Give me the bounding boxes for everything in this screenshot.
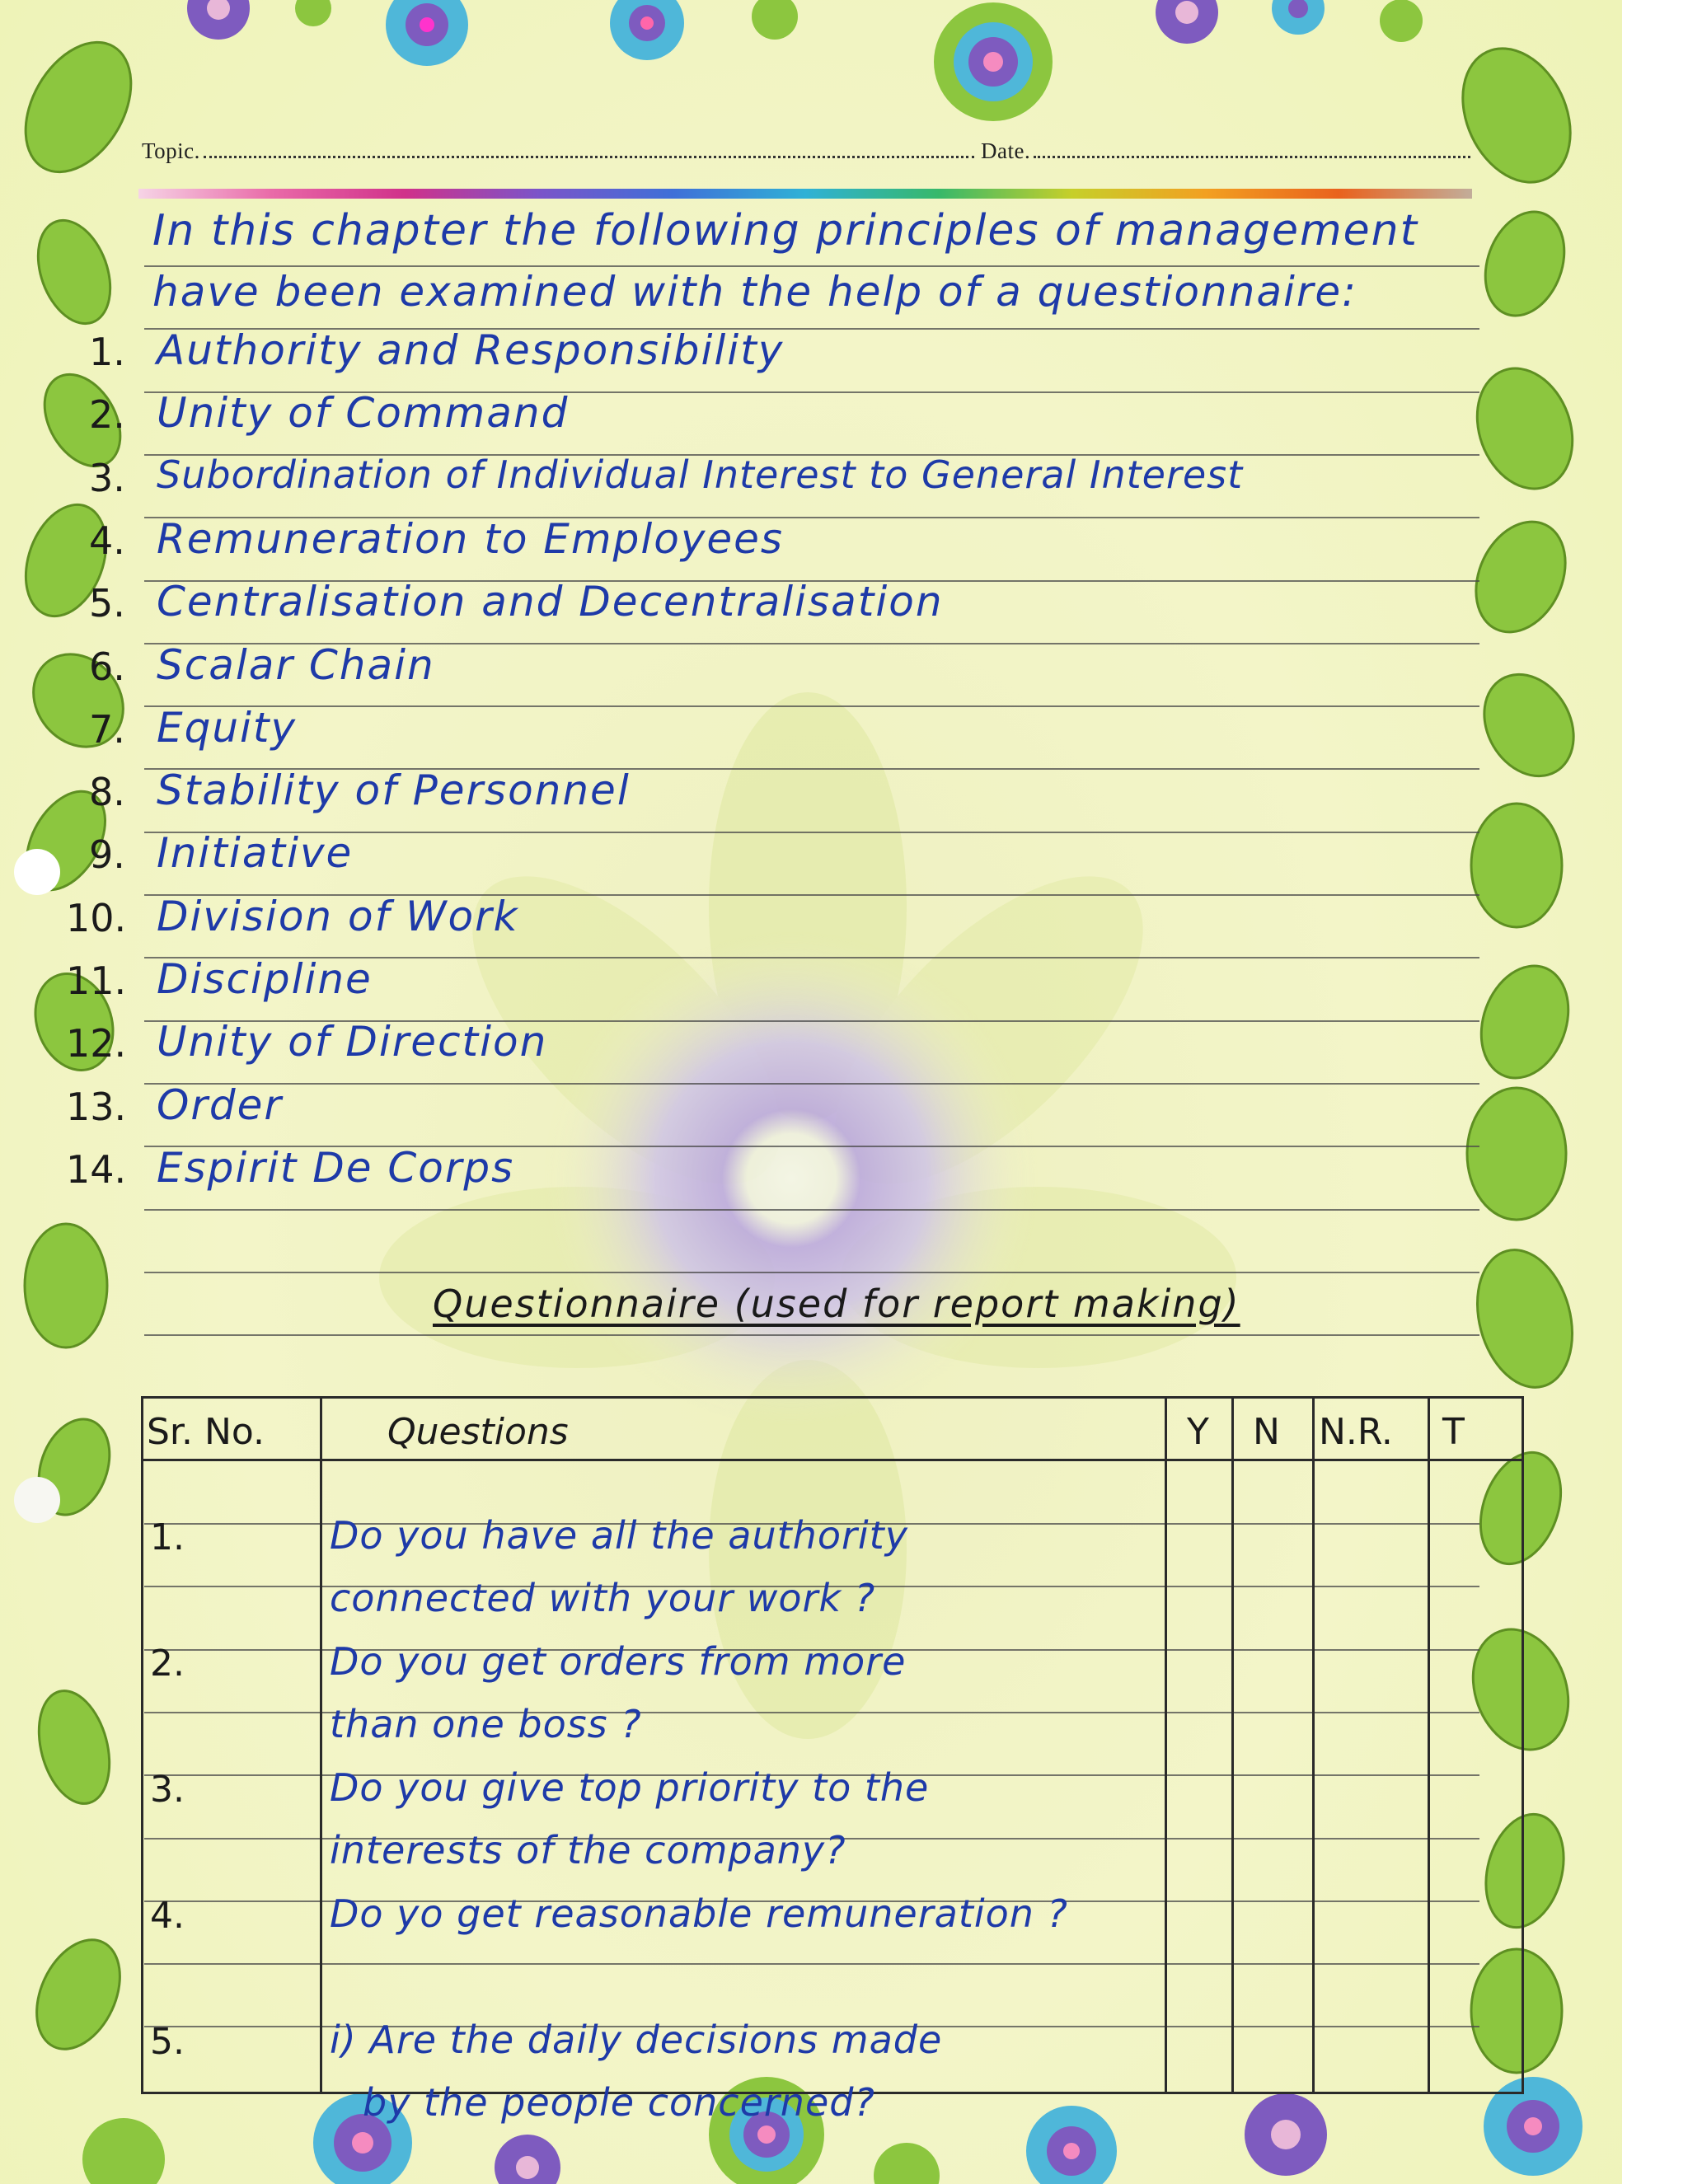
question-number: 5. (150, 2021, 185, 2063)
ruled-line (144, 265, 1479, 267)
table-divider-n (1312, 1396, 1315, 2094)
question-number: 2. (150, 1643, 185, 1685)
question-text-line-2: than one boss ? (330, 1702, 642, 1746)
col-t: T (1442, 1411, 1465, 1453)
principle-text: Division of Work (157, 893, 519, 940)
question-number: 1. (150, 1516, 185, 1558)
principle-number: 4. (89, 518, 125, 563)
rainbow-rule (138, 189, 1472, 199)
col-y: Y (1187, 1411, 1209, 1453)
question-text-line-1: i) Are the daily decisions made (330, 2018, 943, 2062)
question-number: 3. (150, 1769, 185, 1811)
principle-text: Order (157, 1081, 283, 1129)
principle-number: 12. (66, 1021, 127, 1066)
topic-field (142, 138, 974, 164)
topic-label: Topic. (142, 138, 200, 163)
col-sr-no: Sr. No. (147, 1411, 265, 1453)
principle-text: Discipline (157, 955, 373, 1003)
principle-text: Authority and Responsibility (157, 326, 785, 374)
ruled-line (144, 1209, 1479, 1211)
question-text-line-2: by the people concerned? (363, 2080, 875, 2125)
col-nr: N.R. (1319, 1411, 1393, 1453)
table-divider-questions (1165, 1396, 1167, 2094)
table-divider-y (1231, 1396, 1234, 2094)
principle-number: 10. (66, 896, 127, 940)
ruled-line (144, 1272, 1479, 1273)
question-text-line-1: Do you get orders from more (330, 1639, 907, 1684)
principle-text: Unity of Direction (157, 1018, 548, 1066)
date-label: Date. (981, 138, 1031, 163)
punch-hole (14, 849, 60, 895)
principle-text: Espirit De Corps (157, 1144, 515, 1192)
question-text-line-2: interests of the company? (330, 1828, 846, 1872)
principle-text: Centralisation and Decentralisation (157, 578, 944, 626)
principle-text: Subordination of Individual Interest to General Interest (157, 452, 1244, 497)
question-text-line-2: connected with your work ? (330, 1576, 876, 1620)
principle-number: 11. (66, 958, 127, 1003)
intro-line-2: have been examined with the help of a questionnaire: (152, 268, 1358, 316)
ruled-line (144, 705, 1479, 707)
principle-number: 9. (89, 832, 125, 877)
principle-number: 7. (89, 707, 125, 752)
principle-text: Remuneration to Employees (157, 515, 784, 563)
col-questions: Questions (387, 1411, 569, 1453)
scan-margin (1622, 0, 1688, 2184)
question-text-line-1: Do you have all the authority (330, 1513, 908, 1558)
principle-text: Equity (157, 704, 298, 752)
principle-text: Scalar Chain (157, 641, 435, 689)
intro-line-1: In this chapter the following principles of management (152, 206, 1418, 255)
central-flower-motif (544, 931, 1039, 1426)
principle-number: 5. (89, 581, 125, 626)
principle-number: 6. (89, 644, 125, 689)
ruled-line (144, 1083, 1479, 1085)
principle-number: 2. (89, 392, 125, 437)
table-divider-srno (320, 1396, 322, 2094)
principle-text: Stability of Personnel (157, 766, 631, 814)
top-border-flowers (187, 0, 1423, 121)
table-header-rule (141, 1459, 1524, 1461)
principle-number: 13. (66, 1085, 127, 1129)
principle-text: Initiative (157, 829, 354, 877)
question-number: 4. (150, 1895, 185, 1937)
principle-text: Unity of Command (157, 389, 570, 437)
question-text-line-1: Do you give top priority to the (330, 1765, 930, 1810)
questionnaire-title: Questionnaire (used for report making) (433, 1282, 1240, 1326)
date-field (981, 138, 1470, 164)
ruled-line (144, 1334, 1479, 1336)
table-divider-nr (1428, 1396, 1430, 2094)
principle-number: 1. (89, 330, 125, 374)
principle-number: 14. (66, 1147, 127, 1192)
punch-hole (14, 1477, 60, 1523)
principle-number: 8. (89, 770, 125, 814)
principle-number: 3. (89, 456, 125, 500)
question-text-line-1: Do yo get reasonable remuneration ? (330, 1891, 1068, 1936)
col-n: N (1253, 1411, 1280, 1453)
